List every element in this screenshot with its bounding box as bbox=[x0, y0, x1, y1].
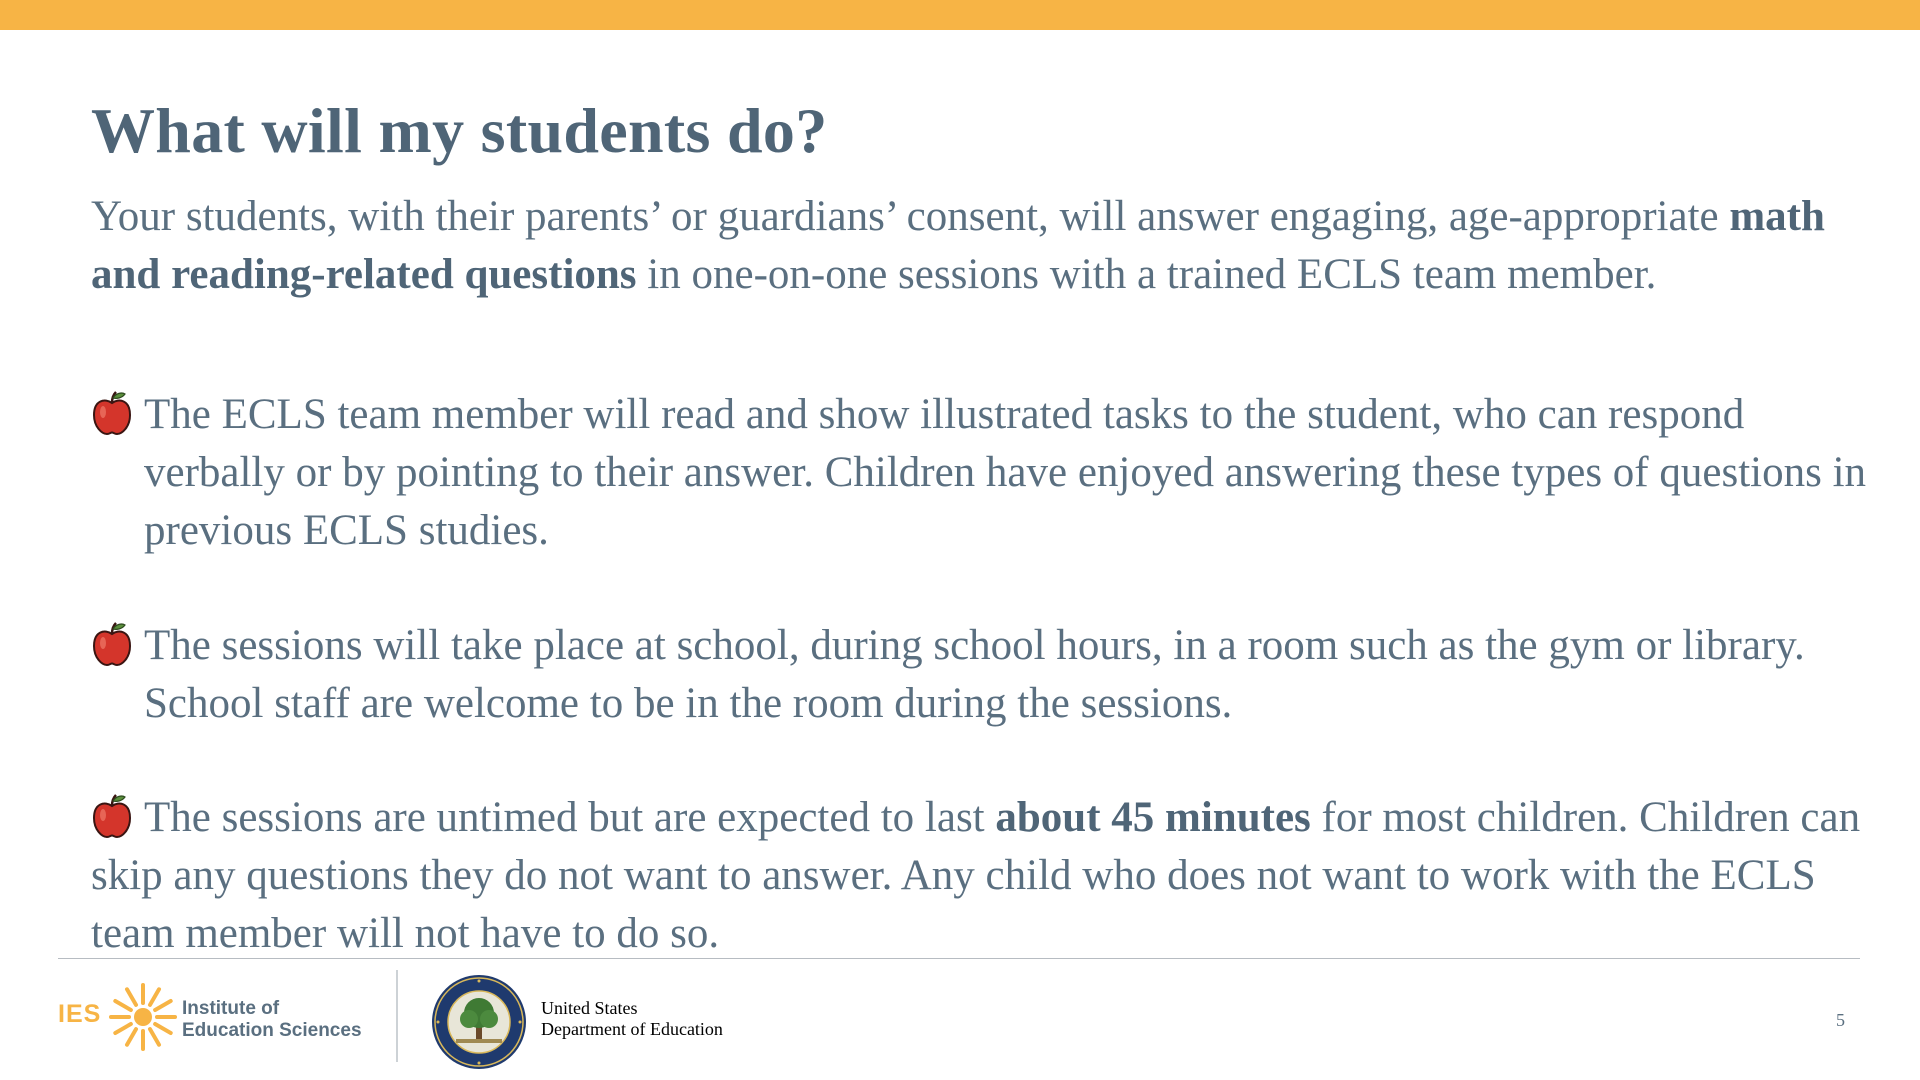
bullet-text: The ECLS team member will read and show illustrated tasks to the student, who can respond verbally or by pointing to their answer. Children have enjoyed answering these types of questions in previous ECLS studies. bbox=[144, 391, 1867, 554]
ies-logo bbox=[58, 980, 378, 1054]
apple-icon bbox=[91, 793, 133, 839]
bullet-text-part1: The sessions are untimed but are expected to last bbox=[144, 794, 996, 841]
bullet-text: The sessions will take place at school, during school hours, in a room such as the gym or library. School staff are welcome to be in the room during the sessions. bbox=[144, 622, 1805, 727]
intro-text-part2: in one-on-one sessions with a trained ECLS team member. bbox=[636, 251, 1657, 298]
ed-name-line1: United States bbox=[541, 998, 638, 1018]
bullet-text bbox=[91, 789, 1871, 963]
intro-text-part1: Your students, with their parents’ or guardians’ consent, will answer engaging, age-appropriate bbox=[91, 193, 1730, 240]
ed-name-line2: Department of Education bbox=[541, 1019, 723, 1039]
bullet-bold-text: about 45 minutes bbox=[995, 794, 1311, 841]
ed-department-name bbox=[541, 998, 723, 1040]
bullet-text-part2: for most children. Children can skip any questions they do not want to answer. Any child who does not want to work with the ECLS team member will not have to do so. bbox=[91, 794, 1861, 957]
top-accent-bar bbox=[0, 0, 1920, 30]
department-of-education-seal bbox=[430, 973, 528, 1071]
intro-paragraph bbox=[91, 188, 1851, 304]
bullet-item-3 bbox=[91, 789, 1871, 963]
sunburst-icon bbox=[106, 980, 180, 1054]
page-number: 5 bbox=[1836, 1010, 1845, 1030]
bullet-item-2 bbox=[91, 617, 1871, 733]
footer-divider bbox=[58, 958, 1860, 959]
apple-icon bbox=[91, 390, 133, 436]
ies-abbreviation: IES bbox=[58, 1000, 102, 1028]
slide-title: What will my students do? bbox=[91, 95, 828, 166]
ies-name-line2: Education Sciences bbox=[182, 1020, 362, 1041]
ies-name bbox=[182, 998, 362, 1042]
ies-name-line1: Institute of bbox=[182, 998, 280, 1019]
bullet-item-1 bbox=[91, 386, 1871, 560]
apple-icon bbox=[91, 621, 133, 667]
logo-separator bbox=[396, 970, 398, 1062]
intro-bold-text: math and reading-related questions bbox=[91, 193, 1825, 298]
